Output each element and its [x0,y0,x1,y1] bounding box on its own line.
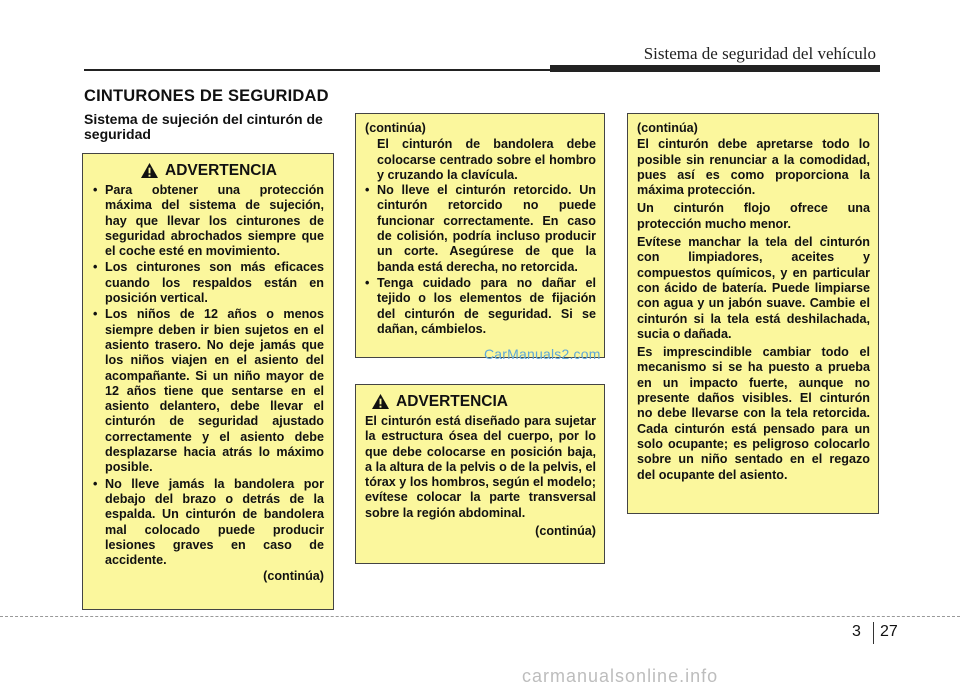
header-rule-thin [84,69,550,71]
warning-box-4 [627,113,879,514]
warning-triangle-icon [140,162,159,179]
continues-label: (continúa) [263,569,324,584]
paragraph: Es imprescindible cambiar todo el mecanismo si se ha puesto a prueba en un impacto fuerte, aunque no presente daños visibles. El cinturón no debe llevarse con la tela retorcida. Cada cinturón está pensado para un solo ocupante; es peligroso colocarlo sobre un niño sentado en el regazo del ocupante del asiento. [637,345,870,482]
page-number-separator [873,622,874,644]
paragraph: Un cinturón flojo ofrece una protección mucho menor. [637,201,870,231]
warning-title: ADVERTENCIA [396,392,508,410]
continued-label: (continúa) [637,121,698,135]
continues-label: (continúa) [535,524,596,539]
list-item: • Para obtener una protección máxima del sistema de sujeción, hay que llevar los cinturones de seguridad abrochados siempre que el coche esté en movimiento. [93,183,324,259]
warning-list [365,183,596,337]
section-subtitle: Sistema de sujeción del cinturón de seguridad [84,111,323,142]
warning-triangle-icon [371,393,390,410]
list-item: • Tenga cuidado para no dañar el tejido o los elementos de fijación del cinturón de seguridad. Si se dañan, cámbielos. [365,276,596,337]
warning-title: ADVERTENCIA [165,161,277,179]
running-header: Sistema de seguridad del vehículo [643,44,876,63]
warning-header [365,393,596,410]
warning-text: El cinturón está diseñado para sujetar la estructura ósea del cuerpo, por lo que debe colocarse en posición baja, a la altura de la pelvis o de la pelvis, el tórax y los hombros, según el modelo; evítese colocar la parte transversal sobre la región abdominal. [365,414,596,520]
footer-watermark: carmanualsonline.info [522,666,719,686]
paragraph: Evítese manchar la tela del cinturón con limpiadores, aceites y compuestos químicos, y en particular con ácido de batería. Puede limpiarse con agua y un jabón suave. Cambie el cinturón si la tela está deshilachada, sucia o dañada. [637,235,870,341]
page-number: 27 [880,623,898,640]
warning-box-3 [355,384,605,564]
page-divider [0,616,960,617]
watermark: CarManuals2.com [484,346,601,362]
list-item: • No lleve jamás la bandolera por debajo del brazo o detrás de la espalda. Un cinturón de bandolera mal colocado puede producir lesiones graves en caso de accidente. [93,477,324,569]
header-rule-thick [550,65,880,72]
list-item: • Los niños de 12 años o menos siempre deben ir bien sujetos en el asiento trasero. No deje jamás que los niños viajen en el asiento del acompañante. Si un niño mayor de 12 años tiene que sentarse en el asiento delantero, debe llevar el cinturón de seguridad ajustado correctamente y el asiento debe desplazarse hacia atrás lo máximo posible. [93,307,324,475]
continued-text: El cinturón de bandolera debe colocarse centrado sobre el hombro y cruzando la clavícula. [377,137,596,182]
continued-label: (continúa) [365,121,426,135]
section-title: CINTURONES DE SEGURIDAD [84,87,329,105]
warning-list [93,183,324,568]
warning-header [93,162,324,179]
list-item: • Los cinturones son más eficaces cuando los respaldos están en posición vertical. [93,260,324,306]
warning-box-1 [82,153,334,610]
warning-box-2 [355,113,605,358]
list-item: • No lleve el cinturón retorcido. Un cinturón retorcido no puede funcionar correctamente. En caso de colisión, podría incluso producir un corte. Asegúrese de que la banda está derecha, no retorcida. [365,183,596,275]
chapter-number: 3 [852,623,861,640]
paragraph: El cinturón debe apretarse todo lo posible sin renunciar a la comodidad, pues así es como proporciona la máxima protección. [637,137,870,198]
